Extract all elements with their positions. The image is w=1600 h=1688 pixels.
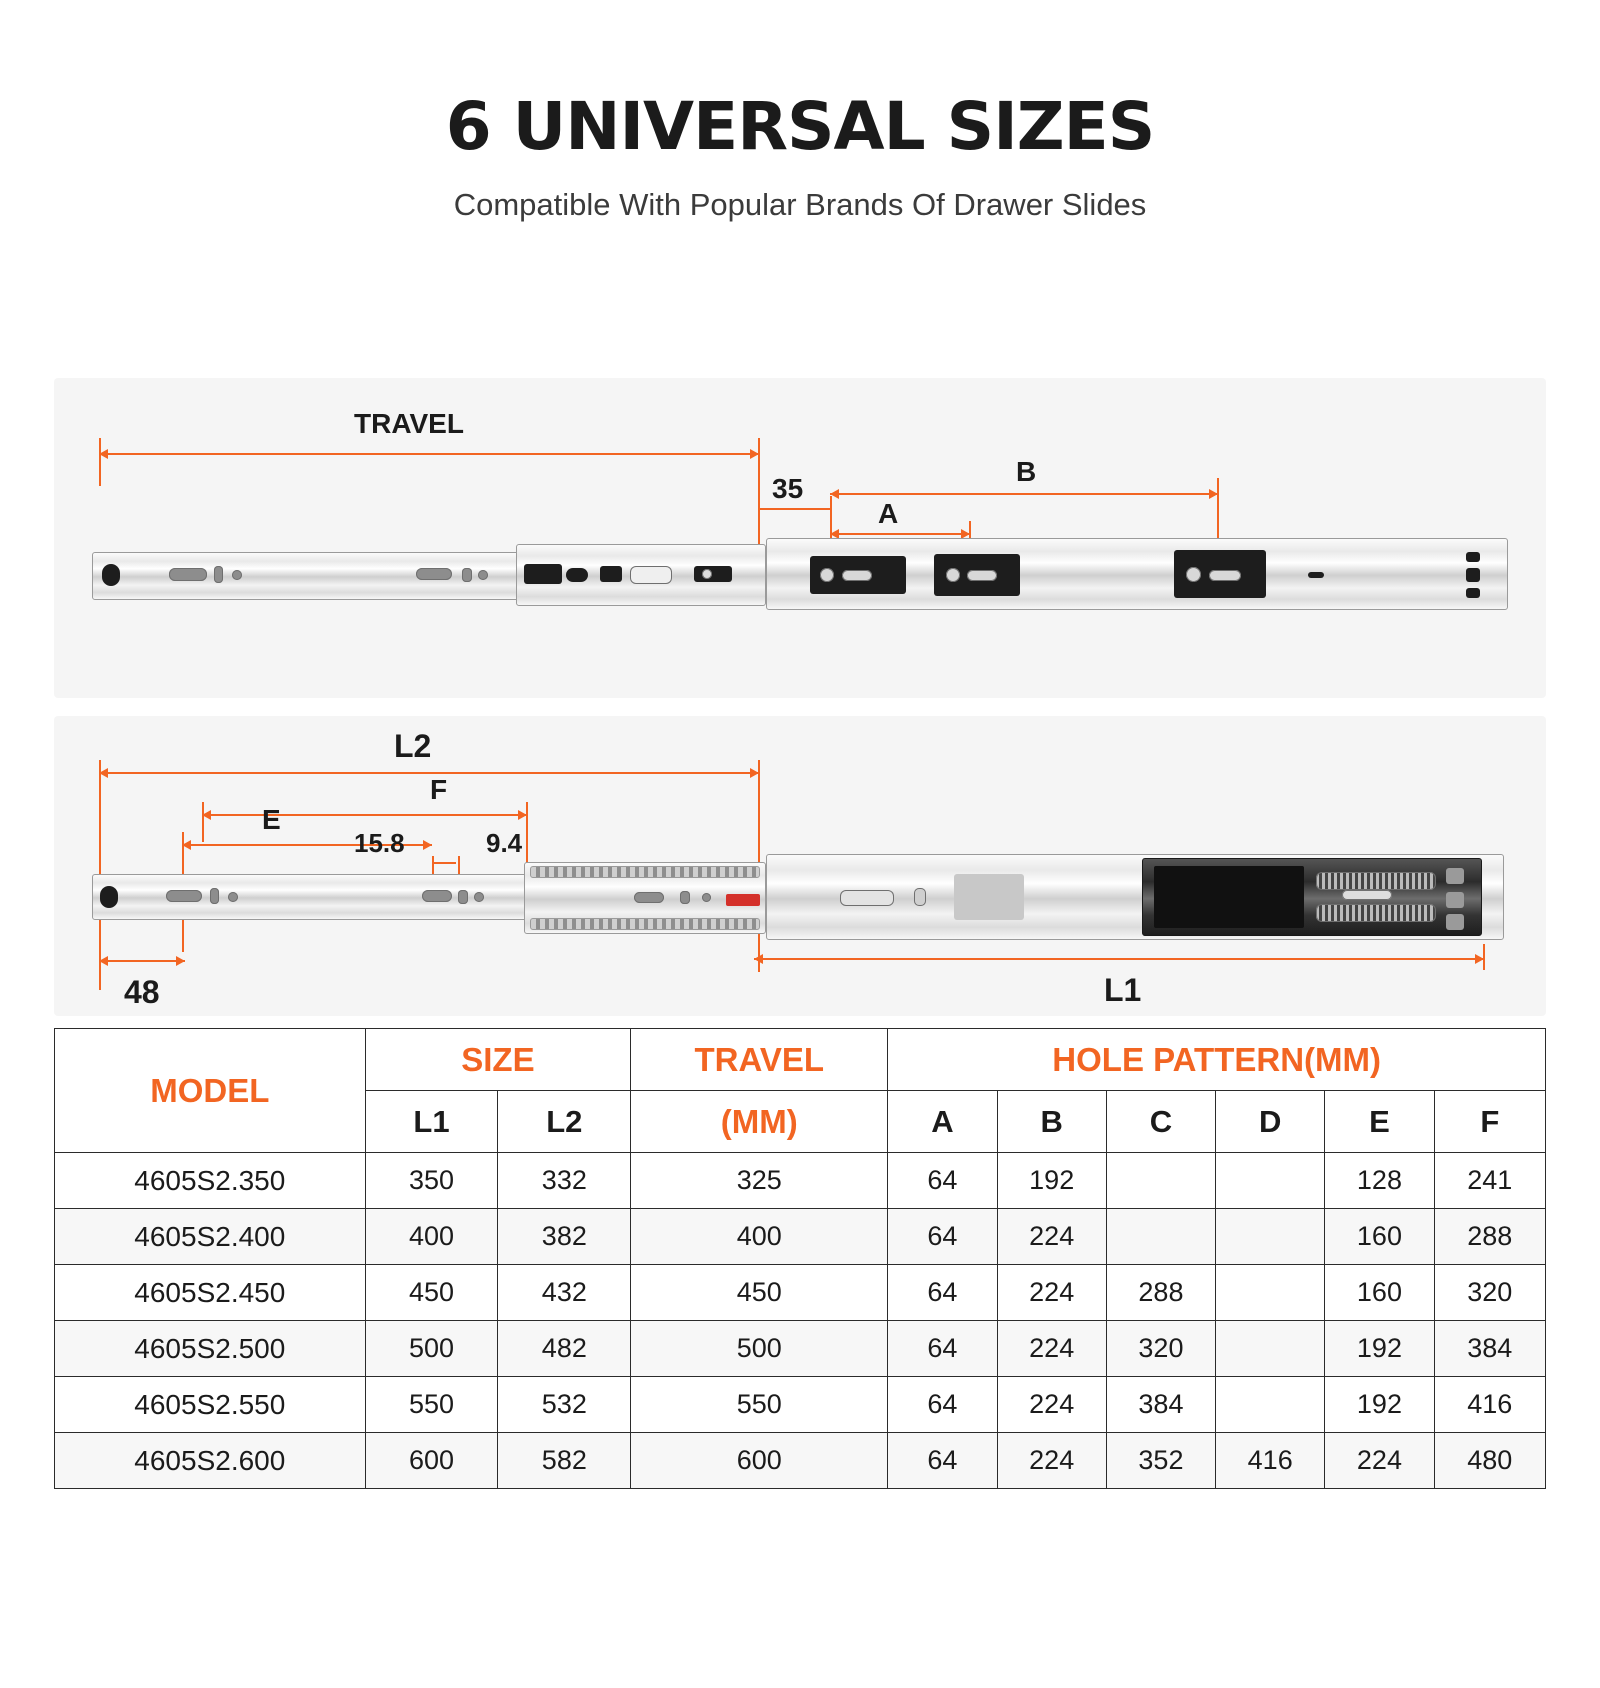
rail-detail xyxy=(1466,568,1480,582)
cell-model: 4605S2.400 xyxy=(55,1209,366,1265)
rail-slot xyxy=(630,566,672,584)
header-l2: L2 xyxy=(498,1091,631,1153)
cell-travel: 450 xyxy=(631,1265,888,1321)
release-lever xyxy=(726,894,760,906)
header-size: SIZE xyxy=(365,1029,631,1091)
mechanism-detail xyxy=(1446,868,1464,884)
header-b: B xyxy=(997,1091,1106,1153)
cell-a: 64 xyxy=(888,1433,997,1489)
rail-slot xyxy=(634,892,664,903)
mechanism-detail xyxy=(1342,890,1392,900)
cell-e: 192 xyxy=(1325,1377,1434,1433)
cell-model: 4605S2.550 xyxy=(55,1377,366,1433)
cell-b: 224 xyxy=(997,1433,1106,1489)
label-48: 48 xyxy=(124,974,160,1010)
label-f: F xyxy=(430,774,448,805)
cell-c: 384 xyxy=(1106,1377,1215,1433)
label-15-8: 15.8 xyxy=(354,828,405,858)
rail-detail xyxy=(1466,588,1480,598)
cell-f: 241 xyxy=(1434,1153,1545,1209)
cell-f: 320 xyxy=(1434,1265,1545,1321)
dim-arrow-b-left xyxy=(830,489,839,499)
infographic-page xyxy=(0,88,1600,1688)
dim-line-15-8 xyxy=(432,862,456,864)
cell-l2: 332 xyxy=(498,1153,631,1209)
rail-slot xyxy=(422,890,452,902)
cell-l2: 582 xyxy=(498,1433,631,1489)
dim-line-35 xyxy=(760,508,830,510)
table-header-row-groups xyxy=(55,1029,1546,1091)
label-35: 35 xyxy=(772,473,804,504)
cell-b: 224 xyxy=(997,1377,1106,1433)
header-l1: L1 xyxy=(365,1091,498,1153)
rail-hole xyxy=(210,888,219,904)
dim-line-48 xyxy=(99,960,185,962)
label-e: E xyxy=(262,804,281,835)
cell-f: 480 xyxy=(1434,1433,1545,1489)
ext-line-travel-left xyxy=(99,438,101,486)
rail-hole xyxy=(462,568,472,582)
cell-c: 352 xyxy=(1106,1433,1215,1489)
rail-slot xyxy=(166,890,202,902)
cell-l1: 550 xyxy=(365,1377,498,1433)
mechanism-detail xyxy=(1154,866,1304,928)
cell-a: 64 xyxy=(888,1265,997,1321)
table-row xyxy=(55,1265,1546,1321)
cell-travel: 600 xyxy=(631,1433,888,1489)
dim-line-a xyxy=(830,533,970,535)
cell-f: 384 xyxy=(1434,1321,1545,1377)
cell-model: 4605S2.350 xyxy=(55,1153,366,1209)
cell-b: 192 xyxy=(997,1153,1106,1209)
cell-travel: 325 xyxy=(631,1153,888,1209)
rail-detail xyxy=(566,568,588,582)
rail-hole xyxy=(702,893,711,902)
header-f: F xyxy=(1434,1091,1545,1153)
label-l1: L1 xyxy=(1104,972,1142,1008)
rail-hole xyxy=(228,892,238,902)
cell-c xyxy=(1106,1153,1215,1209)
table-row xyxy=(55,1377,1546,1433)
header-model: MODEL xyxy=(55,1029,366,1153)
header-a: A xyxy=(888,1091,997,1153)
mechanism-detail xyxy=(1446,914,1464,930)
rail-detail xyxy=(1308,572,1324,578)
cell-e: 128 xyxy=(1325,1153,1434,1209)
page-subtitle: Compatible With Popular Brands Of Drawer Slides xyxy=(453,187,1147,222)
cell-d xyxy=(1216,1153,1325,1209)
rail-hole xyxy=(478,570,488,580)
rail-detail xyxy=(694,566,732,582)
mounting-bracket xyxy=(954,874,1024,920)
label-travel: TRAVEL xyxy=(354,408,464,439)
label-b: B xyxy=(1016,456,1037,487)
rail-slot xyxy=(967,570,997,581)
header-hole-pattern: HOLE PATTERN(MM) xyxy=(888,1029,1546,1091)
dim-line-l1 xyxy=(754,958,1484,960)
ext-line-f-left xyxy=(202,802,204,842)
rail-slot xyxy=(416,568,452,580)
dim-arrow-48-right xyxy=(176,956,185,966)
cell-d xyxy=(1216,1321,1325,1377)
rail-detail xyxy=(600,566,622,582)
cell-c: 320 xyxy=(1106,1321,1215,1377)
label-a: A xyxy=(878,498,899,529)
cell-l1: 450 xyxy=(365,1265,498,1321)
rail-hole xyxy=(820,568,834,582)
dim-arrow-48-left xyxy=(99,956,108,966)
cell-c: 288 xyxy=(1106,1265,1215,1321)
cell-d xyxy=(1216,1209,1325,1265)
cell-e: 192 xyxy=(1325,1321,1434,1377)
header-d: D xyxy=(1216,1091,1325,1153)
header-travel: TRAVEL xyxy=(631,1029,888,1091)
cell-b: 224 xyxy=(997,1209,1106,1265)
cell-b: 224 xyxy=(997,1265,1106,1321)
cell-a: 64 xyxy=(888,1209,997,1265)
cell-b: 224 xyxy=(997,1321,1106,1377)
dim-line-f xyxy=(202,814,527,816)
rail-hole xyxy=(914,888,926,906)
specification-table xyxy=(54,1028,1546,1489)
slide-rail-inner-bottom xyxy=(92,874,564,920)
rail-hole xyxy=(1186,567,1201,582)
rail-slot xyxy=(169,568,207,581)
cell-model: 4605S2.450 xyxy=(55,1265,366,1321)
rail-hole xyxy=(702,569,712,579)
diagram-panel-top xyxy=(54,378,1546,698)
mechanism-detail xyxy=(1316,904,1436,922)
slide-rail-inner-top xyxy=(92,552,522,600)
cell-c xyxy=(1106,1209,1215,1265)
rail-hole xyxy=(680,891,690,904)
cell-travel: 400 xyxy=(631,1209,888,1265)
label-l2: L2 xyxy=(394,728,432,764)
rail-detail xyxy=(1466,552,1480,562)
dim-arrow-l1-left xyxy=(754,954,763,964)
diagram-panel-bottom xyxy=(54,716,1546,1016)
table-row xyxy=(55,1433,1546,1489)
dim-arrow-e-right xyxy=(423,840,432,850)
mechanism-detail xyxy=(1316,872,1436,890)
ball-bearing-race xyxy=(530,866,760,878)
cell-a: 64 xyxy=(888,1153,997,1209)
rail-end-cap xyxy=(102,564,120,586)
table-row xyxy=(55,1153,1546,1209)
rail-slot xyxy=(1209,570,1241,581)
cell-e: 160 xyxy=(1325,1209,1434,1265)
rail-slot xyxy=(842,570,872,581)
cell-l1: 500 xyxy=(365,1321,498,1377)
cell-l2: 482 xyxy=(498,1321,631,1377)
cell-model: 4605S2.500 xyxy=(55,1321,366,1377)
cell-l1: 350 xyxy=(365,1153,498,1209)
cell-travel: 500 xyxy=(631,1321,888,1377)
cell-l1: 600 xyxy=(365,1433,498,1489)
cell-l1: 400 xyxy=(365,1209,498,1265)
cell-d: 416 xyxy=(1216,1433,1325,1489)
cell-e: 224 xyxy=(1325,1433,1434,1489)
dim-line-b xyxy=(830,493,1218,495)
dim-line-travel xyxy=(99,453,759,455)
cell-travel: 550 xyxy=(631,1377,888,1433)
cell-a: 64 xyxy=(888,1321,997,1377)
cell-a: 64 xyxy=(888,1377,997,1433)
rail-hole xyxy=(474,892,484,902)
page-title: 6 UNIVERSAL SIZES xyxy=(445,88,1155,165)
header-c: C xyxy=(1106,1091,1215,1153)
rail-hole xyxy=(232,570,242,580)
ball-bearing-race xyxy=(530,918,760,930)
table-row xyxy=(55,1321,1546,1377)
label-9-4: 9.4 xyxy=(486,828,523,858)
rail-hole xyxy=(946,568,960,582)
cell-d xyxy=(1216,1265,1325,1321)
mechanism-detail xyxy=(1446,892,1464,908)
dim-line-l2 xyxy=(99,772,759,774)
cell-l2: 382 xyxy=(498,1209,631,1265)
cell-model: 4605S2.600 xyxy=(55,1433,366,1489)
cell-l2: 532 xyxy=(498,1377,631,1433)
rail-hole xyxy=(458,890,468,904)
header-e: E xyxy=(1325,1091,1434,1153)
cell-f: 416 xyxy=(1434,1377,1545,1433)
table-row xyxy=(55,1209,1546,1265)
cell-e: 160 xyxy=(1325,1265,1434,1321)
header-travel-unit: (MM) xyxy=(631,1091,888,1153)
cell-f: 288 xyxy=(1434,1209,1545,1265)
cell-l2: 432 xyxy=(498,1265,631,1321)
rail-end-cap xyxy=(100,886,118,908)
ext-line-l1-right xyxy=(1483,944,1485,970)
cell-d xyxy=(1216,1377,1325,1433)
rail-detail xyxy=(524,564,562,584)
rail-slot xyxy=(840,890,894,906)
rail-hole xyxy=(214,566,223,583)
